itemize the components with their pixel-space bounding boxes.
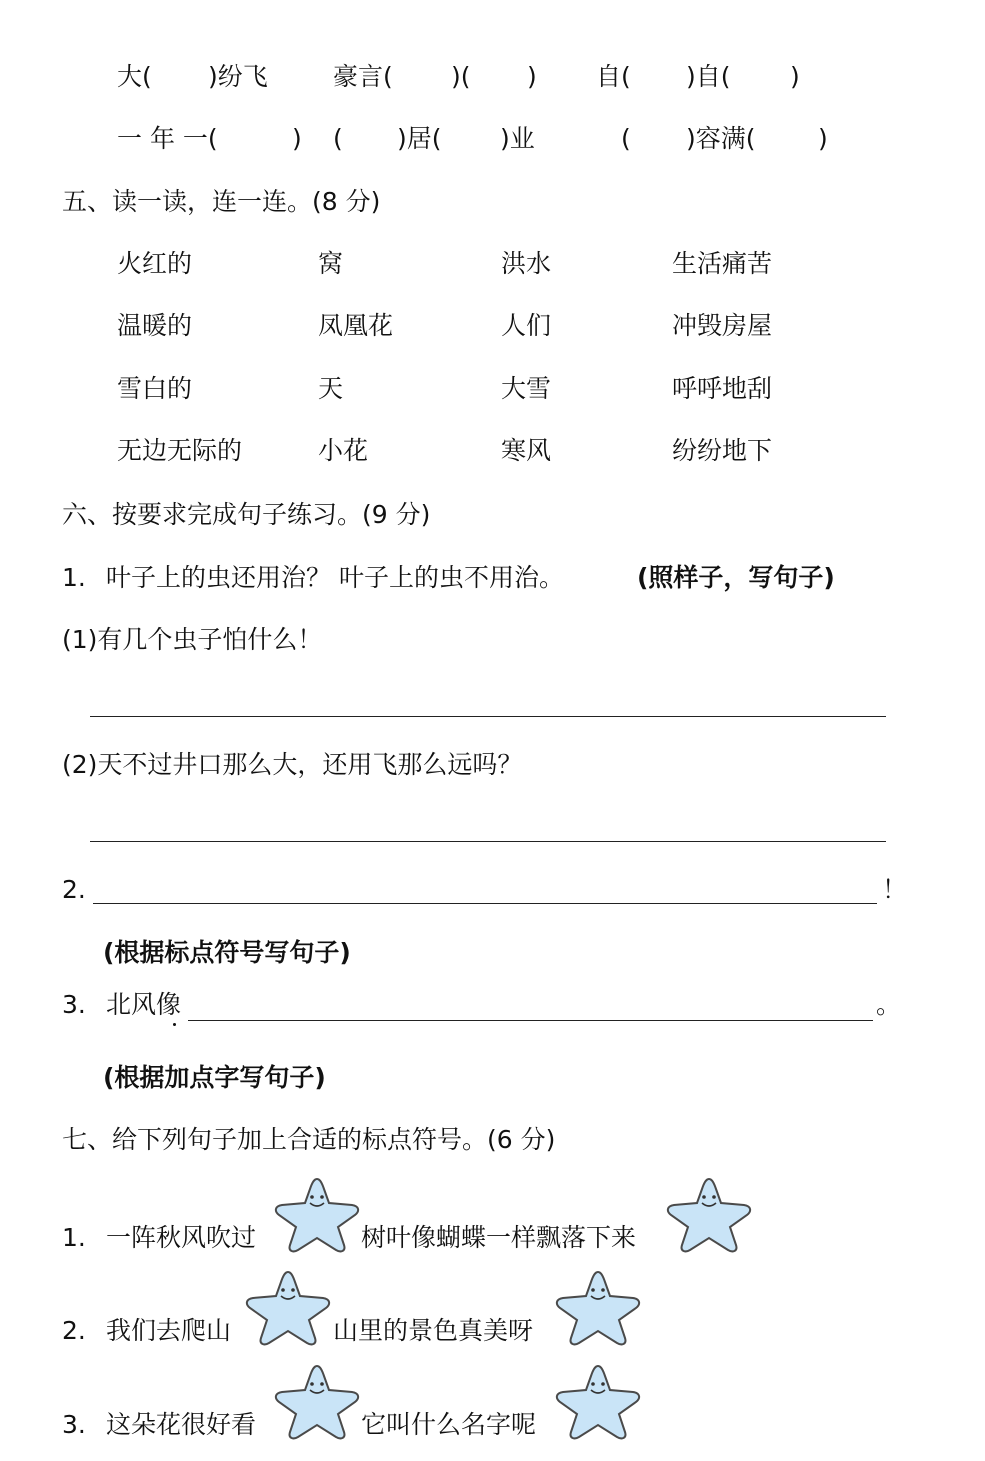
- sentence-part: 这朵花很好看: [106, 1410, 257, 1439]
- section-5-title: 五、读一读，连一连。(8 分): [62, 187, 381, 216]
- idiom-text: )容满(: [686, 124, 756, 153]
- sentence-part: 山里的景色真美呀: [333, 1316, 534, 1345]
- idiom-text: ): [818, 124, 828, 153]
- prompt-sentence: (1)有几个虫子怕什么！: [62, 625, 323, 654]
- idiom-text: 自(: [596, 62, 631, 91]
- sentence-prefix: 北风像: [106, 990, 182, 1019]
- idiom-text: ): [292, 124, 302, 153]
- idiom-text: )业: [500, 124, 535, 153]
- idiom-text: )纷飞: [208, 62, 268, 91]
- idiom-text: )(: [451, 62, 471, 91]
- example-sentence: 叶子上的虫还用治？ 叶子上的虫不用治。: [106, 563, 564, 592]
- match-word: 火红的: [117, 249, 193, 278]
- question-number: 2.: [62, 875, 86, 904]
- match-word: 洪水: [501, 249, 552, 278]
- instruction-hint: (根据加点字写句子): [103, 1063, 326, 1092]
- star-answer-box-icon[interactable]: [664, 1175, 754, 1253]
- star-answer-box-icon[interactable]: [243, 1268, 333, 1346]
- answer-line[interactable]: [93, 903, 877, 904]
- match-word: 寒风: [501, 436, 552, 465]
- end-punctuation: 。: [876, 990, 902, 1019]
- idiom-text: 大(: [117, 62, 152, 91]
- idiom-text: ): [527, 62, 537, 91]
- answer-line[interactable]: [90, 716, 886, 717]
- answer-line[interactable]: [188, 1020, 873, 1021]
- star-answer-box-icon[interactable]: [553, 1268, 643, 1346]
- star-answer-box-icon[interactable]: [272, 1362, 362, 1440]
- instruction-hint: (根据标点符号写句子): [103, 938, 351, 967]
- answer-line[interactable]: [90, 841, 886, 842]
- idiom-text: 一 年 一(: [117, 124, 218, 153]
- idiom-text: (: [621, 124, 631, 153]
- emphasis-dot: [173, 1023, 176, 1026]
- section-6-title: 六、按要求完成句子练习。(9 分): [62, 500, 431, 529]
- match-word: 温暖的: [117, 311, 193, 340]
- sentence-part: 我们去爬山: [106, 1316, 232, 1345]
- match-word: 大雪: [501, 374, 552, 403]
- question-number: 1.: [62, 1223, 86, 1252]
- idiom-text: 豪言(: [333, 62, 393, 91]
- question-number: 1.: [62, 563, 86, 592]
- match-word: 凤凰花: [318, 311, 394, 340]
- star-answer-box-icon[interactable]: [553, 1362, 643, 1440]
- idiom-text: )居(: [397, 124, 442, 153]
- idiom-text: (: [333, 124, 343, 153]
- question-number: 2.: [62, 1316, 86, 1345]
- prompt-sentence: (2)天不过井口那么大，还用飞那么远吗？: [62, 750, 523, 779]
- star-answer-box-icon[interactable]: [272, 1175, 362, 1253]
- match-word: 窝: [318, 249, 344, 278]
- match-word: 纷纷地下: [672, 436, 773, 465]
- match-word: 人们: [501, 311, 552, 340]
- sentence-part: 一阵秋风吹过: [106, 1223, 257, 1252]
- question-number: 3.: [62, 1410, 86, 1439]
- question-number: 3.: [62, 990, 86, 1019]
- match-word: 生活痛苦: [672, 249, 773, 278]
- match-word: 无边无际的: [117, 436, 243, 465]
- match-word: 雪白的: [117, 374, 193, 403]
- match-word: 呼呼地刮: [672, 374, 773, 403]
- match-word: 小花: [318, 436, 369, 465]
- sentence-part: 树叶像蝴蝶一样飘落下来: [361, 1223, 637, 1252]
- idiom-text: )自(: [686, 62, 731, 91]
- match-word: 冲毁房屋: [672, 311, 773, 340]
- idiom-text: ): [790, 62, 800, 91]
- section-7-title: 七、给下列句子加上合适的标点符号。(6 分): [62, 1125, 556, 1154]
- match-word: 天: [318, 374, 344, 403]
- sentence-part: 它叫什么名字呢: [361, 1410, 537, 1439]
- end-punctuation: ！: [882, 875, 908, 904]
- instruction-hint: (照样子，写句子): [637, 563, 835, 592]
